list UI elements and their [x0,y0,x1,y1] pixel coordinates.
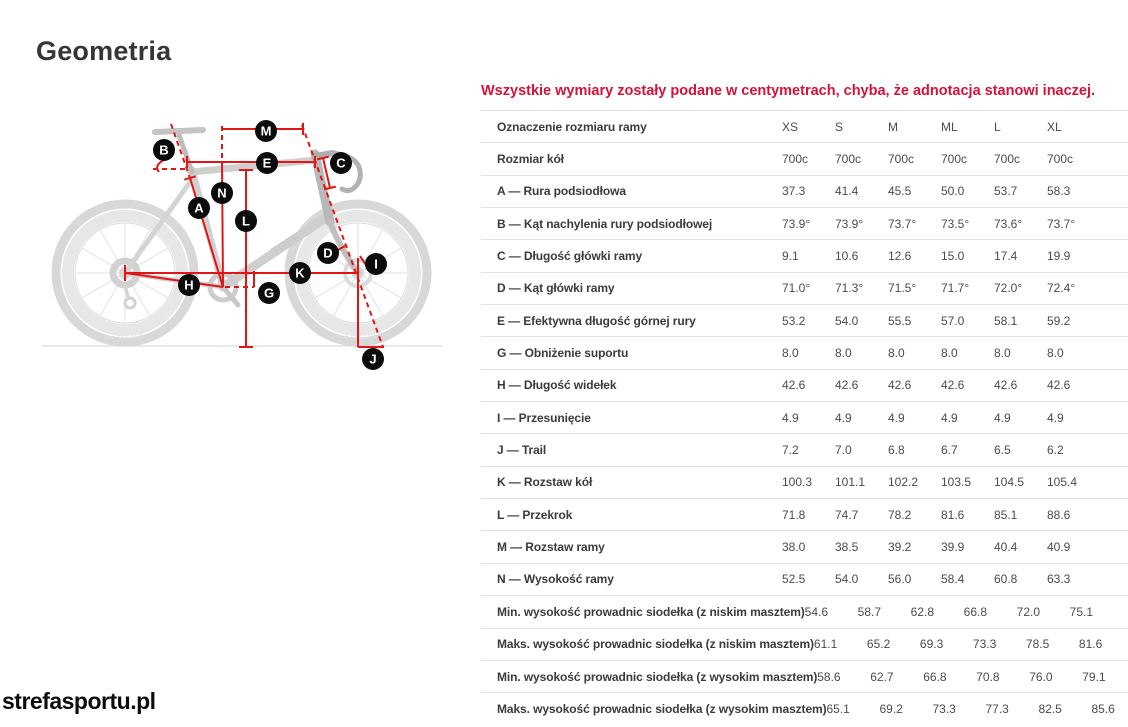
size-value-cell: 12.6 [888,249,912,264]
units-note: Wszystkie wymiary zostały podane w centymetrach, chyba, że adnotacja stanowi inaczej. [481,83,1096,99]
size-value-cell: 62.8 [910,604,935,619]
row-values [782,443,1128,457]
size-value-cell: 105.4 [1047,475,1078,490]
geometry-table [481,110,1128,725]
size-value-cell: 66.8 [923,669,947,684]
table-row [481,595,1128,627]
derailleur [125,298,135,308]
page-title: Geometria [36,36,172,66]
size-value-cell: 69.2 [879,701,903,716]
size-value-cell: 6.5 [994,443,1011,458]
size-value-cell: 56.0 [888,572,912,587]
size-value-cell: 42.6 [941,378,965,393]
row-values [782,411,1128,425]
size-value-cell: 77.3 [985,701,1009,716]
size-value-cell: 72.4° [1047,281,1076,296]
row-label: M — Rozstaw ramy [497,540,605,555]
marker-letter-L: L [242,213,250,229]
row-values [782,152,1128,166]
size-value-cell: 4.9 [1047,410,1064,425]
row-values [782,475,1128,489]
size-value-cell: 40.9 [1047,540,1071,555]
row-label: B — Kąt nachylenia rury podsiodłowej [497,216,713,231]
size-value-cell: 8.0 [782,346,799,361]
row-label: K — Rozstaw kół [497,475,593,490]
table-row [481,369,1128,401]
table-row [481,498,1128,530]
column-header: XL [1047,119,1062,134]
size-value-cell: 700c [888,152,915,167]
size-value-cell: 81.6 [1078,637,1103,652]
size-value-cell: 8.0 [888,346,905,361]
size-value-cell: 58.6 [817,669,841,684]
size-value-cell: 7.0 [835,443,852,458]
table-row [481,304,1128,336]
table-row [481,142,1128,174]
size-value-cell: 73.5° [941,216,970,231]
marker-letter-B: B [159,142,169,158]
size-value-cell: 39.9 [941,540,965,555]
size-value-cell: 100.3 [782,475,813,490]
table-row [481,530,1128,562]
size-value-cell: 73.7° [888,216,917,231]
size-value-cell: 57.0 [941,313,965,328]
table-row [481,207,1128,239]
row-label: N — Wysokość ramy [497,572,614,587]
size-value-cell: 54.0 [835,572,859,587]
size-value-cell: 39.2 [888,540,912,555]
row-values [827,702,1128,716]
table-row [481,239,1128,271]
row-label: L — Przekrok [497,507,573,522]
size-value-cell: 41.4 [835,184,859,199]
size-value-cell: 45.5 [888,184,912,199]
size-value-cell: 58.1 [994,313,1018,328]
size-value-cell: 42.6 [835,378,859,393]
row-label: Rozmiar kół [497,152,564,167]
marker-letter-D: D [323,245,333,261]
row-label: D — Kąt główki ramy [497,281,615,296]
size-value-cell: 102.2 [888,475,919,490]
marker-letter-E: E [262,155,272,171]
row-values [782,346,1128,360]
size-value-cell: 42.6 [994,378,1018,393]
size-value-cell: 75.1 [1069,604,1094,619]
size-value-cell: 79.1 [1082,669,1106,684]
marker-letter-G: G [263,285,275,301]
size-value-cell: 61.1 [813,637,838,652]
row-values [782,184,1128,198]
row-label: A — Rura podsiodłowa [497,184,626,199]
size-value-cell: 72.0° [994,281,1023,296]
column-header: S [835,119,844,134]
size-value-cell: 10.6 [835,249,859,264]
bike-geometry-diagram [40,110,460,380]
row-label: E — Efektywna długość górnej rury [497,313,696,328]
size-value-cell: 101.1 [835,475,866,490]
column-header: L [994,119,1001,134]
size-value-cell: 37.3 [782,184,806,199]
size-value-cell: 82.5 [1038,701,1062,716]
size-value-cell: 19.9 [1047,249,1071,264]
size-value-cell: 4.9 [835,410,852,425]
marker-letter-N: N [217,185,227,201]
size-value-cell: 71.7° [941,281,970,296]
row-values [782,508,1128,522]
row-label: J — Trail [497,443,547,458]
size-value-cell: 59.2 [1047,313,1071,328]
column-header: ML [941,119,958,134]
size-value-cell: 8.0 [835,346,852,361]
size-value-cell: 42.6 [782,378,806,393]
size-value-cell: 8.0 [941,346,958,361]
size-value-cell: 6.7 [941,443,958,458]
size-value-cell: 103.5 [941,475,972,490]
table-row [481,466,1128,498]
table-body [481,142,1128,724]
stem [315,153,333,156]
size-value-cell: 60.8 [994,572,1018,587]
size-value-cell: 54.0 [835,313,859,328]
size-value-cell: 50.0 [941,184,965,199]
marker-letter-J: J [369,351,377,367]
marker-letter-K: K [295,265,305,281]
size-value-cell: 38.5 [835,540,859,555]
table-header-label: Oznaczenie rozmiaru ramy [497,119,647,134]
size-value-cell: 73.6° [994,216,1023,231]
size-value-cell: 42.6 [888,378,912,393]
rear-rim-text: AEOLUS [104,334,146,341]
row-values [814,637,1128,651]
row-values [782,572,1128,586]
size-value-cell: 4.9 [941,410,958,425]
size-value-cell: 8.0 [994,346,1011,361]
marker-letter-I: I [374,256,378,272]
size-value-cell: 71.3° [835,281,864,296]
stack-line [222,162,223,287]
size-value-cell: 74.7 [835,507,859,522]
size-value-cell: 58.4 [941,572,965,587]
watermark-logo: strefasportu.pl [2,688,156,714]
row-label: Maks. wysokość prowadnic siodełka (z wysokim masztem) [497,701,827,716]
size-value-cell: 85.1 [994,507,1018,522]
row-label: Maks. wysokość prowadnic siodełka (z niskim masztem) [497,637,814,652]
size-value-cell: 76.0 [1029,669,1053,684]
size-value-cell: 9.1 [782,249,799,264]
table-row [481,563,1128,595]
row-label: I — Przesunięcie [497,410,591,425]
front-rim-text: AEOLUS [337,334,379,341]
size-value-cell: 73.9° [782,216,811,231]
size-value-cell: 73.3 [972,637,997,652]
size-value-cell: 4.9 [888,410,905,425]
size-value-cell: 78.5 [1025,637,1050,652]
row-values [782,217,1128,231]
row-label: G — Obniżenie suportu [497,346,629,361]
size-value-cell: 63.3 [1047,572,1071,587]
size-value-cell: 66.8 [963,604,988,619]
downtube-brand-text: TREK [269,228,305,259]
row-label: Min. wysokość prowadnic siodełka (z wysokim masztem) [497,669,818,684]
size-value-cell: 15.0 [941,249,965,264]
size-value-cell: 55.5 [888,313,912,328]
size-value-cell: 88.6 [1047,507,1071,522]
size-value-cell: 70.8 [976,669,1000,684]
marker-letter-M: M [260,123,272,139]
marker-letter-A: A [194,200,204,216]
row-values [805,605,1128,619]
table-row [481,175,1128,207]
size-value-cell: 42.6 [1047,378,1071,393]
size-value-cell: 700c [941,152,968,167]
size-value-cell: 6.8 [888,443,905,458]
size-value-cell: 85.6 [1091,701,1115,716]
size-value-cell: 40.4 [994,540,1018,555]
column-header: M [888,119,898,134]
size-value-cell: 65.2 [866,637,891,652]
size-value-cell: 53.7 [994,184,1018,199]
size-value-cell: 7.2 [782,443,799,458]
size-value-cell: 73.3 [932,701,956,716]
size-value-cell: 8.0 [1047,346,1064,361]
size-value-cell: 700c [1047,152,1074,167]
size-value-cell: 700c [782,152,809,167]
row-label: H — Długość widełek [497,378,617,393]
size-value-cell: 58.3 [1047,184,1071,199]
table-row [481,336,1128,368]
size-value-cell: 71.5° [888,281,917,296]
size-value-cell: 73.9° [835,216,864,231]
size-value-cell: 54.6 [804,604,829,619]
size-value-cell: 71.8 [782,507,806,522]
bike-diagram-svg [40,110,460,380]
saddle [155,130,203,132]
size-value-cell: 6.2 [1047,443,1064,458]
size-value-cell: 65.1 [826,701,850,716]
size-value-cell: 104.5 [994,475,1025,490]
table-header-row [481,110,1128,142]
table-row [481,433,1128,465]
size-value-cell: 78.2 [888,507,912,522]
size-value-cell: 52.5 [782,572,806,587]
size-value-cell: 17.4 [994,249,1018,264]
size-value-cell: 38.0 [782,540,806,555]
table-row [481,401,1128,433]
marker-letter-H: H [184,277,194,293]
table-row [481,628,1128,660]
size-value-cell: 72.0 [1016,604,1041,619]
size-value-cell: 69.3 [919,637,944,652]
size-column-headers [782,120,1128,134]
size-value-cell: 700c [835,152,862,167]
size-value-cell: 53.2 [782,313,806,328]
table-row [481,692,1128,724]
row-label: C — Długość główki ramy [497,249,643,264]
size-value-cell: 71.0° [782,281,811,296]
size-value-cell: 73.7° [1047,216,1076,231]
marker-letter-C: C [336,155,346,171]
row-values [782,281,1128,295]
size-value-cell: 4.9 [994,410,1011,425]
row-values [782,249,1128,263]
size-value-cell: 700c [994,152,1021,167]
table-row [481,660,1128,692]
size-value-cell: 4.9 [782,410,799,425]
row-label: Min. wysokość prowadnic siodełka (z niskim masztem) [497,604,805,619]
size-value-cell: 81.6 [941,507,965,522]
row-values [782,540,1128,554]
row-values [817,670,1128,684]
row-values [782,378,1128,392]
size-value-cell: 58.7 [857,604,882,619]
table-row [481,272,1128,304]
row-values [782,314,1128,328]
column-header: XS [782,119,799,134]
size-value-cell: 62.7 [870,669,894,684]
